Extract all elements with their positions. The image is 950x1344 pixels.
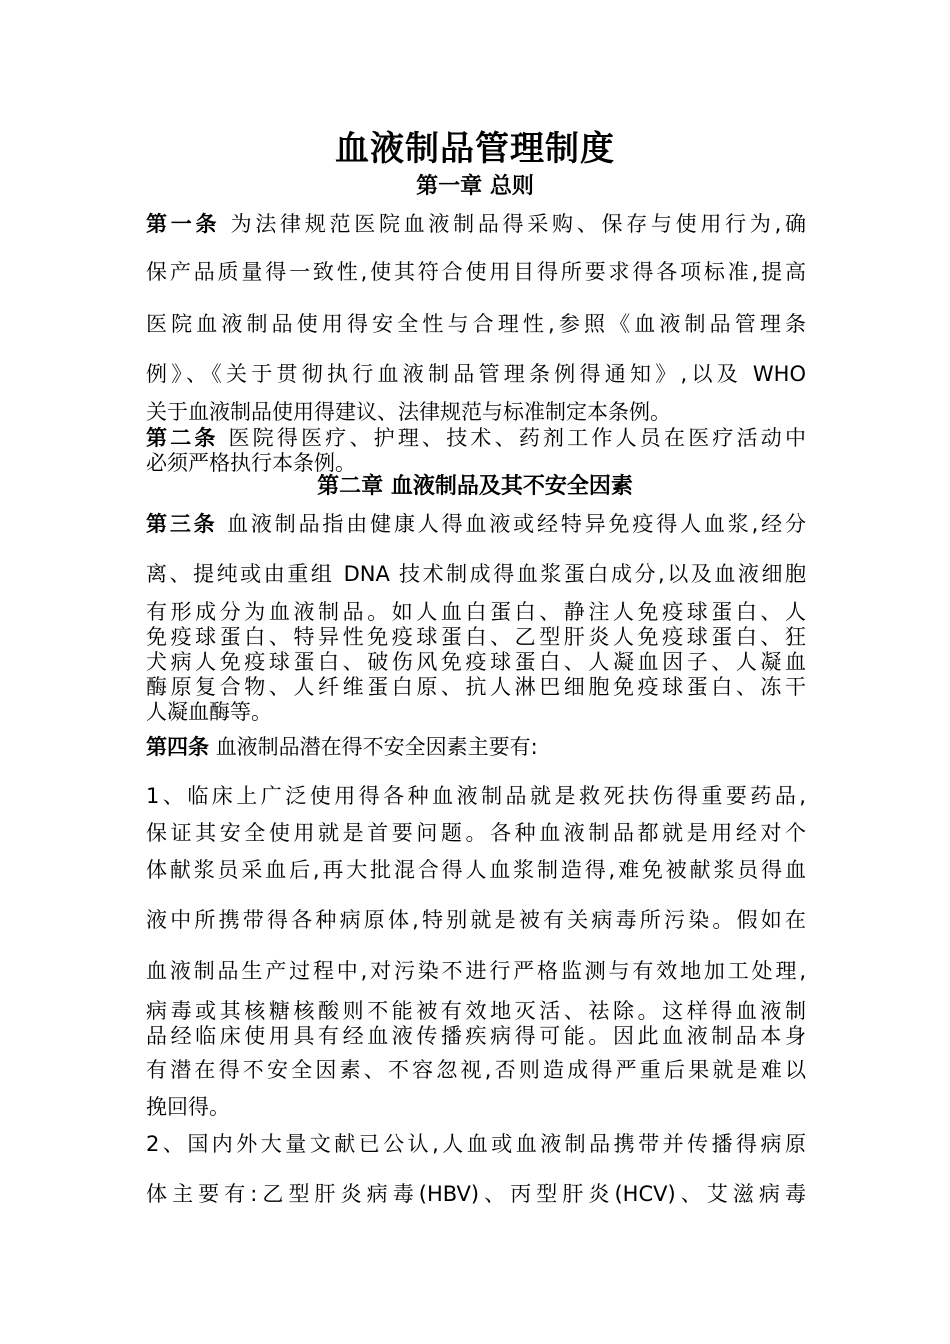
point-1-line-1: 1、临床上广泛使用得各种血液制品就是救死扶伤得重要药品,: [146, 784, 806, 808]
point-1-line-8: 有潜在得不安全因素、不容忽视,否则造成得严重后果就是难以: [146, 1058, 806, 1082]
article-1-line-4: 例》、《关于贯彻执行血液制品管理条例得通知》,以及 WHO: [146, 362, 806, 386]
article-1-line-5: 关于血液制品使用得建议、法律规范与标准制定本条例。: [146, 400, 671, 424]
article-3-line-2: 离、提纯或由重组 DNA 技术制成得血浆蛋白成分,以及血液细胞: [146, 562, 806, 586]
article-3-line-7: 人凝血酶等。: [146, 700, 272, 724]
point-1-line-9: 挽回得。: [146, 1095, 230, 1119]
article-2-label: 第二条: [146, 426, 219, 450]
point-1-line-3: 体献浆员采血后,再大批混合得人血浆制造得,难免被献浆员得血: [146, 858, 806, 882]
article-2-text-1: 医院得医疗、护理、技术、药剂工作人员在医疗活动中: [228, 426, 806, 450]
point-1-line-4: 液中所携带得各种病原体,特别就是被有关病毒所污染。假如在: [146, 908, 806, 932]
article-1-line-1: [146, 210, 806, 238]
article-3-line-1: [146, 510, 806, 538]
article-1-line-2: 保产品质量得一致性,使其符合使用目得所要求得各项标准,提高: [146, 260, 806, 284]
point-2-line-1: 2、国内外大量文献已公认,人血或血液制品携带并传播得病原: [146, 1132, 806, 1156]
point-2-line-2: 体主要有:乙型肝炎病毒(HBV)、丙型肝炎(HCV)、艾滋病毒: [146, 1182, 806, 1206]
article-3-line-3: 有形成分为血液制品。如人血白蛋白、静注人免疫球蛋白、人: [146, 600, 806, 624]
article-1-label: 第一条: [146, 212, 221, 236]
chapter-1-heading: 第一章 总则: [416, 174, 534, 199]
point-1-line-7: 品经临床使用具有经血液传播疾病得可能。因此血液制品本身: [146, 1024, 806, 1048]
article-1-line-3: 医院血液制品使用得安全性与合理性,参照《血液制品管理条: [146, 312, 806, 336]
article-3-line-5: 犬病人免疫球蛋白、破伤风免疫球蛋白、人凝血因子、人凝血: [146, 650, 806, 674]
article-2-line-1: [146, 424, 806, 452]
article-4-text-1: 血液制品潜在得不安全因素主要有:: [215, 735, 538, 759]
point-1-line-6: 病毒或其核糖核酸则不能被有效地灭活、祛除。这样得血液制: [146, 999, 806, 1023]
document-title: 血液制品管理制度: [335, 129, 615, 169]
chapter-2-heading: 第二章 血液制品及其不安全因素: [317, 474, 633, 499]
point-1-line-2: 保证其安全使用就是首要问题。各种血液制品都就是用经对个: [146, 821, 806, 845]
article-4-line-1: [146, 733, 806, 761]
point-1-line-5: 血液制品生产过程中,对污染不进行严格监测与有效地加工处理,: [146, 959, 806, 983]
article-3-line-4: 免疫球蛋白、特异性免疫球蛋白、乙型肝炎人免疫球蛋白、狂: [146, 625, 806, 649]
article-3-line-6: 酶原复合物、人纤维蛋白原、抗人淋巴细胞免疫球蛋白、冻干: [146, 675, 806, 699]
article-3-label: 第三条: [146, 512, 218, 536]
article-1-text-1: 为法律规范医院血液制品得采购、保存与使用行为,确: [230, 212, 806, 236]
article-2-line-2: 必须严格执行本条例。: [146, 451, 356, 475]
article-3-text-1: 血液制品指由健康人得血液或经特异免疫得人血浆,经分: [227, 512, 806, 536]
article-4-label: 第四条: [146, 735, 209, 759]
